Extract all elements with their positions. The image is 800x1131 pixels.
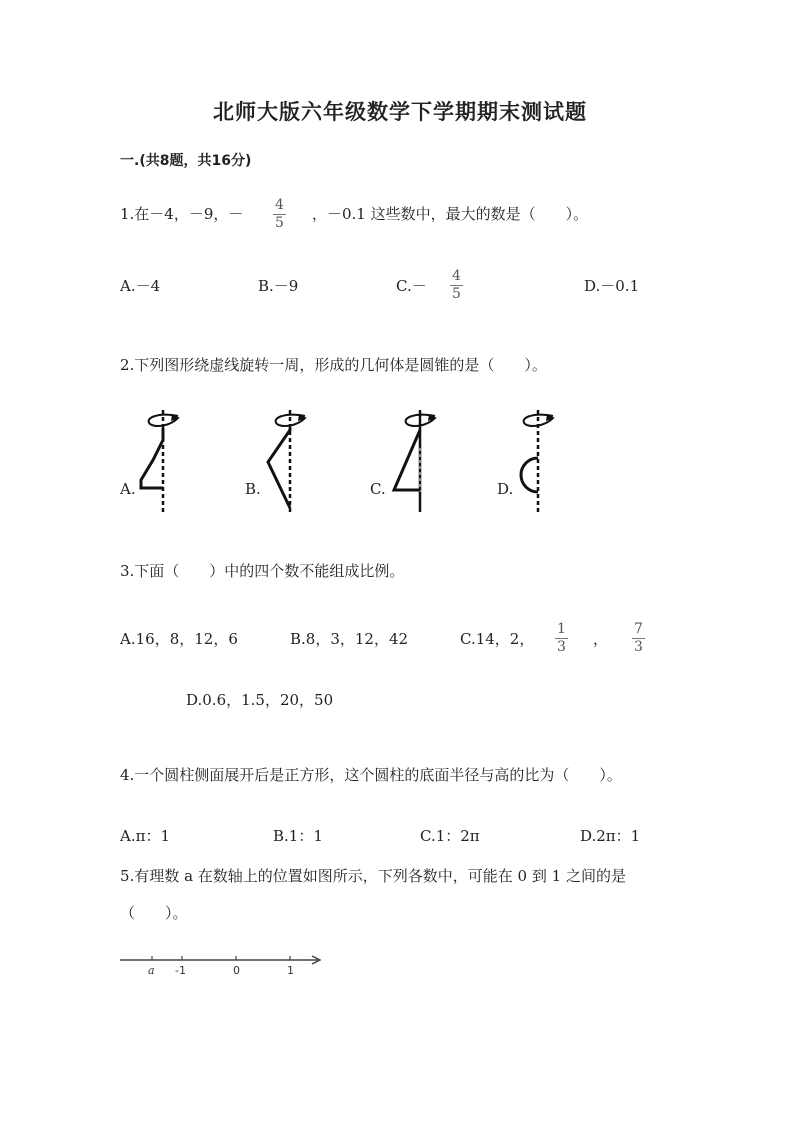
fraction-denominator: 5: [452, 286, 461, 302]
fraction-numerator: 1: [557, 621, 566, 637]
axis-label-one: 1: [287, 964, 294, 977]
shape-semicircle: [521, 458, 538, 492]
q1-stem-part-a: 1.在－4，－9，－: [120, 205, 244, 223]
shape-triangle-outward: [268, 428, 290, 508]
q3-option-c-fraction-1: [555, 622, 568, 655]
q4-stem: 4.一个圆柱侧面展开后是正方形，这个圆柱的底面半径与高的比为（ ）。: [120, 766, 622, 784]
q4-option-b[interactable]: B.1：1: [273, 827, 323, 845]
section-heading: 一.(共8题，共16分): [120, 153, 252, 169]
q3-option-d[interactable]: D.0.6，1.5，20，50: [186, 691, 334, 709]
q2-figure-d[interactable]: [515, 408, 565, 514]
q1-option-b[interactable]: B.－9: [258, 277, 299, 295]
shape-right-triangle: [394, 430, 420, 490]
q2-option-a-label[interactable]: A.: [120, 480, 136, 498]
fraction-denominator: 5: [275, 215, 284, 231]
fraction-numerator: 4: [452, 268, 461, 284]
fraction-denominator: 3: [634, 639, 643, 655]
q1-fraction: [273, 198, 286, 231]
q3-stem: 3.下面（ ）中的四个数不能组成比例。: [120, 562, 405, 580]
q3-option-a[interactable]: A.16，8，12，6: [120, 630, 238, 648]
axis-label-minus-1: -1: [175, 964, 186, 977]
axis-label-zero: 0: [233, 964, 240, 977]
number-line: [120, 950, 325, 978]
fraction-numerator: 7: [634, 621, 643, 637]
page-title: 北师大版六年级数学下学期期末测试题: [213, 100, 587, 124]
q2-stem: 2.下列图形绕虚线旋转一周，形成的几何体是圆锥的是（ ）。: [120, 356, 547, 374]
q2-figure-c[interactable]: [388, 408, 438, 514]
q1-option-a[interactable]: A.－4: [120, 277, 161, 295]
q1-option-d[interactable]: D.－0.1: [584, 277, 640, 295]
fraction-denominator: 3: [557, 639, 566, 655]
q1-option-c-fraction: [450, 269, 463, 302]
q3-option-c-separator: ，: [593, 630, 609, 648]
q3-option-b[interactable]: B.8，3，12，42: [290, 630, 409, 648]
q2-figure-a[interactable]: [140, 408, 190, 514]
q4-option-d[interactable]: D.2π：1: [580, 827, 641, 845]
q2-option-d-label[interactable]: D.: [497, 480, 514, 498]
shape-trapezoid: [141, 428, 163, 488]
q2-figure-b[interactable]: [262, 408, 312, 514]
q1-stem-part-b: ，－0.1 这些数中，最大的数是（ ）。: [312, 205, 589, 223]
q5-stem-line-2: （ ）。: [120, 904, 188, 922]
q1-option-c[interactable]: C.－: [396, 277, 427, 295]
q3-option-c[interactable]: C.14，2，: [460, 630, 535, 648]
fraction-numerator: 4: [275, 197, 284, 213]
q4-option-c[interactable]: C.1：2π: [420, 827, 480, 845]
q2-option-c-label[interactable]: C.: [370, 480, 386, 498]
q4-option-a[interactable]: A.π：1: [120, 827, 171, 845]
axis-label-a: a: [148, 964, 155, 977]
q5-stem-line-1: 5.有理数 a 在数轴上的位置如图所示，下列各数中，可能在 0 到 1 之间的是: [120, 867, 626, 885]
q2-option-b-label[interactable]: B.: [245, 480, 261, 498]
q3-option-c-fraction-2: [632, 622, 645, 655]
